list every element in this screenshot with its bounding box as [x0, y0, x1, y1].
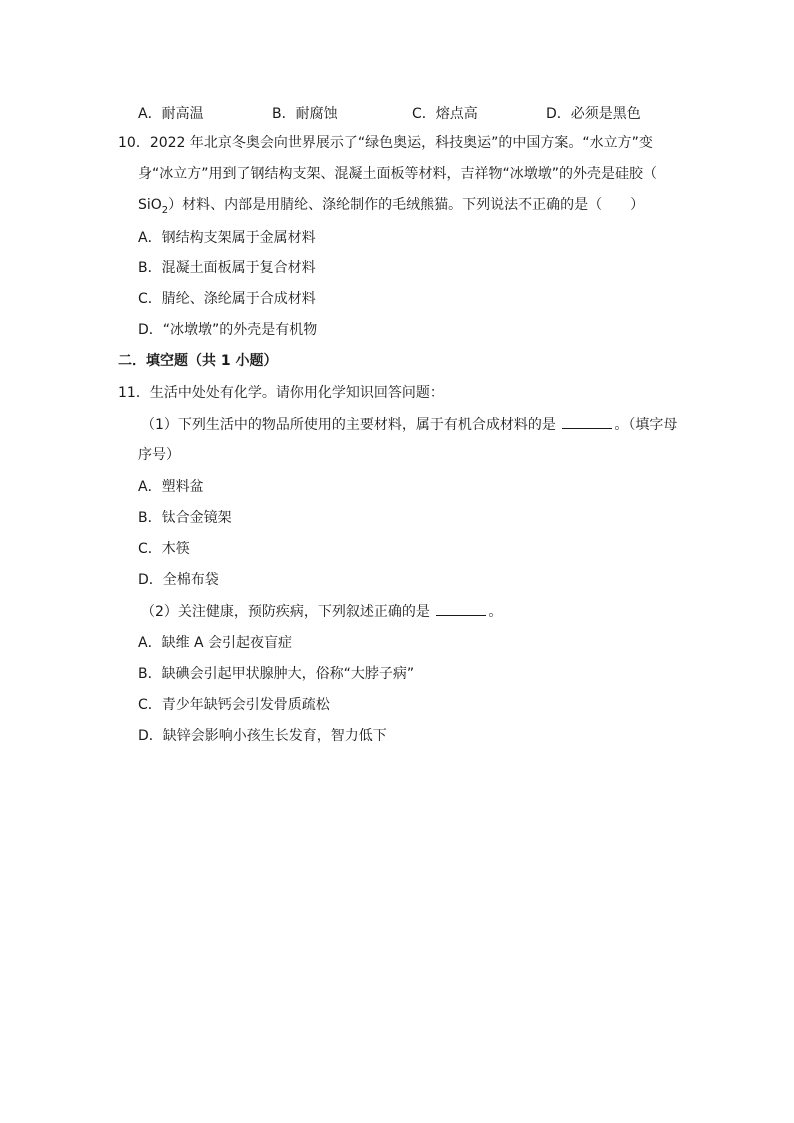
q11-part1-option-a: A．塑料盆: [138, 479, 204, 495]
q11-part2-line: [141, 601, 502, 622]
q9-option-b: B．耐腐蚀: [272, 106, 338, 122]
q11-part2-suffix: 。: [488, 604, 503, 620]
q10-stem-line2: 身“冰立方”用到了钢结构支架、混凝土面板等材料，吉祥物“冰墩墩”的外壳是硅胶（: [138, 166, 658, 182]
q10-formula-text: SiO: [138, 197, 162, 213]
q10-stem-line1: 10．2022 年北京冬奥会向世界展示了“绿色奥运，科技奥运”的中国方案。“水立方”变: [118, 135, 653, 151]
answer-blank: [562, 414, 612, 429]
q11-part2-option-d: D．缺锌会影响小孩生长发育，智力低下: [138, 728, 387, 744]
q11-part1-option-b: B．钛合金镜架: [138, 510, 232, 526]
q10-option-a: A．钢结构支架属于金属材料: [138, 230, 316, 246]
q11-part1-line2: 序号）: [138, 447, 180, 463]
q10-stem-line3: [138, 195, 644, 221]
q11-part2-text: （2）关注健康，预防疾病，下列叙述正确的是: [141, 604, 430, 620]
q11-part2-option-b: B．缺碘会引起甲状腺肿大，俗称“大脖子病”: [138, 666, 415, 682]
q9-option-a: A．耐高温: [138, 106, 204, 122]
q9-option-d: D．必须是黑色: [546, 106, 641, 122]
q11-part1-line1: [141, 414, 677, 435]
q10-option-b: B．混凝土面板属于复合材料: [138, 260, 316, 276]
q9-option-c: C．熔点高: [412, 106, 478, 122]
q10-stem-line3-text: ）材料、内部是用腈纶、涤纶制作的毛绒熊猫。下列说法不正确的是（ ）: [168, 197, 645, 213]
q11-part1-suffix: 。（填字母: [614, 417, 678, 433]
q11-part1-text: （1）下列生活中的物品所使用的主要材料，属于有机合成材料的是: [141, 417, 556, 433]
section-title: 二．填空题（共 1 小题）: [118, 353, 278, 369]
q11-part1-option-d: D．全棉布袋: [138, 572, 219, 588]
answer-blank: [436, 601, 486, 616]
q11-part2-option-c: C．青少年缺钙会引发骨质疏松: [138, 697, 330, 713]
q11-stem: 11．生活中处处有化学。请你用化学知识回答问题：: [118, 385, 444, 401]
q10-option-c: C．腈纶、涤纶属于合成材料: [138, 291, 316, 307]
q10-formula-subscript: 2: [161, 204, 169, 216]
q11-part1-option-c: C．木筷: [138, 541, 190, 557]
q10-option-d: D．“冰墩墩”的外壳是有机物: [138, 322, 318, 338]
q11-part2-option-a: A．缺维 A 会引起夜盲症: [138, 635, 293, 651]
